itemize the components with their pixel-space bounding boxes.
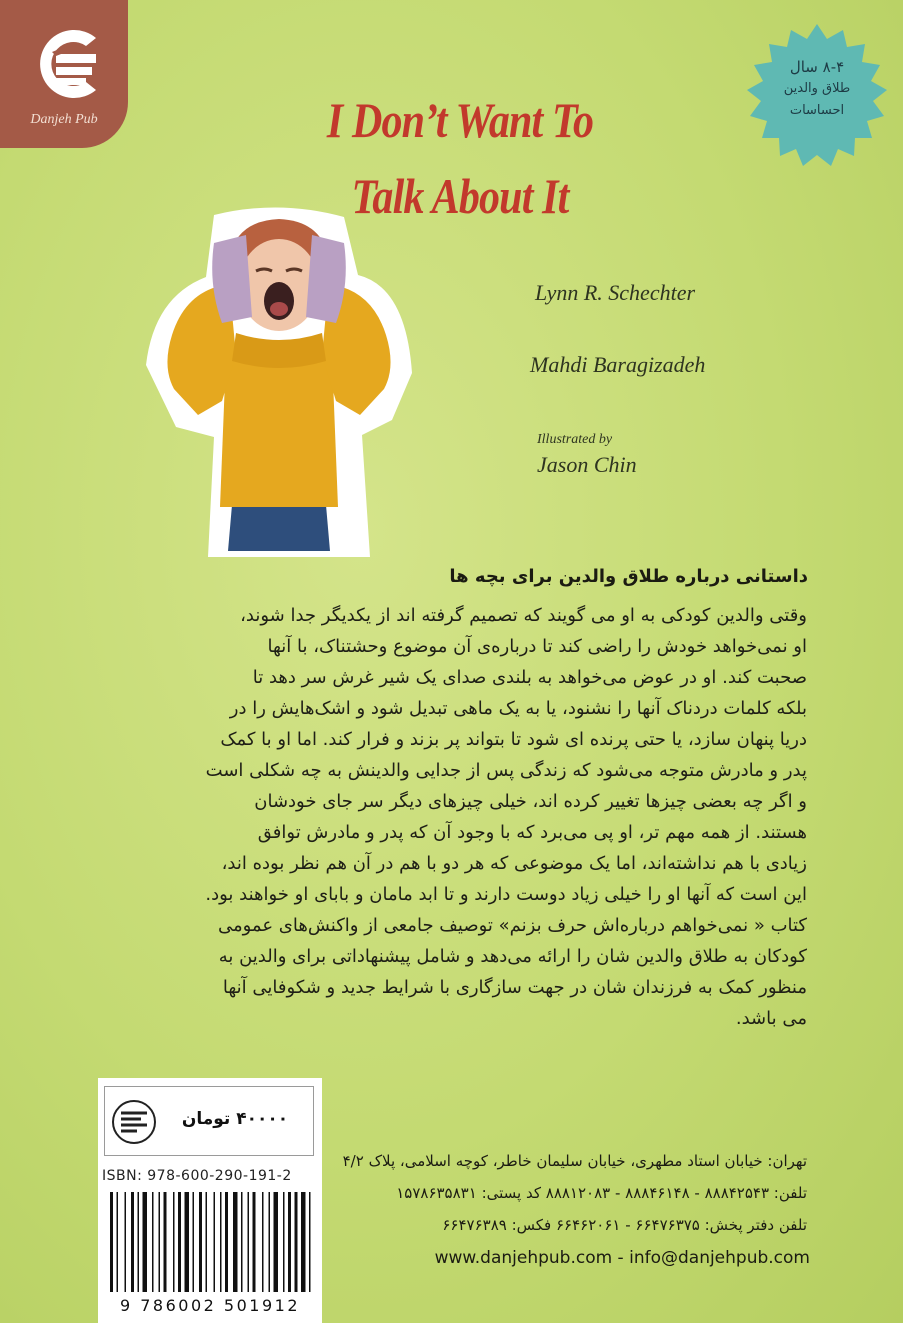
- description-line: زیادی با هم نداشته‌اند، اما یک موضوعی که هر دو با هم در آن هم نظر بوده اند،: [221, 853, 807, 874]
- isbn-text: ISBN: 978-600-290-191-2: [102, 1168, 292, 1184]
- publisher-address: تهران: خیابان استاد مطهری، خیابان سلیمان خاطر، کوچه اسلامی، پلاک ۴/۲: [342, 1152, 807, 1170]
- description-text: [95, 600, 807, 1034]
- description-line: هستند. از همه مهم تر، او پی می‌برد که با وجود آن که پدر و مادرش توافق: [257, 822, 807, 843]
- publisher-phone: تلفن: ۸۸۸۴۲۵۴۳ - ۸۸۸۴۶۱۴۸ - ۸۸۸۱۲۰۸۳ کد پستی: ۱۵۷۸۶۳۵۸۳۱: [396, 1184, 807, 1202]
- barcode-icon: [106, 1192, 316, 1292]
- description-line: دریا پنهان سازد، یا حتی پرنده ای شود تا بتواند پر بزند و فرار کند. اما او با کمک: [220, 729, 807, 750]
- description-heading: داستانی درباره طلاق والدین برای بچه ها: [449, 566, 808, 587]
- description-line: می باشد.: [735, 1008, 807, 1029]
- description-line: صحبت کند. او در عوض می‌خواهد به بلندی صدای یک شیر غرش سر دهد تا: [252, 667, 807, 688]
- description-line: وقتی والدین کودکی به او می گویند که تصمیم گرفته اند از یکدیگر جدا شوند،: [240, 605, 807, 626]
- description-line: کتاب « نمی‌خواهم درباره‌اش حرف بزنم» توصیف جامعی از واکنش‌های عمومی: [217, 915, 807, 936]
- price-sticker: [104, 1086, 314, 1156]
- distribution-phone: تلفن دفتر پخش: ۶۶۴۷۶۳۷۵ - ۶۶۴۶۲۰۶۱ فکس: ۶۶۴۷۶۳۸۹: [442, 1216, 807, 1234]
- barcode-panel: [98, 1078, 322, 1323]
- badge-topic-feelings: احساسات: [789, 103, 845, 118]
- shouting-child-illustration: [144, 205, 414, 560]
- illustrated-by-label: Illustrated by: [537, 432, 613, 447]
- age-badge-text: [742, 56, 892, 122]
- description-line: بلکه کلمات دردناک آنها را نشنود، یا به یک ماهی تبدیل شود و اشک‌هایش را در: [229, 698, 807, 719]
- description-line: کودکان به طلاق والدین شان را ارائه می‌دهد و شامل پیشنهاداتی برای والدین به: [218, 946, 807, 967]
- description-line: منظور کمک به فرزندان شان در جهت سازگاری با شرایط جدید و شکوفایی آنها: [222, 977, 807, 998]
- badge-topic-divorce: طلاق والدین: [783, 81, 851, 96]
- author-name: Lynn R. Schechter: [535, 280, 696, 305]
- illustrator-name: Jason Chin: [537, 452, 637, 477]
- price-label: ۴۰۰۰۰ تومان: [181, 1109, 289, 1129]
- description-line: و اگر چه بعضی چیزها تغییر کرده اند، خیلی چیزهای دیگر سر جای خودشان: [254, 791, 807, 812]
- publisher-web: www.danjehpub.com - info@danjehpub.com: [434, 1248, 810, 1268]
- price-tag-icon: [111, 1099, 157, 1145]
- description-line: این است که آنها او را خیلی زیاد دوست دارند و تا ابد مامان و بابای او خواهند بود.: [205, 884, 807, 905]
- publisher-logo: [0, 0, 128, 148]
- publisher-logo-text: Danjeh Pub: [30, 112, 98, 127]
- translator-name: Mahdi Baragizadeh: [530, 352, 706, 377]
- description-line: او نمی‌خواهد خودش را راضی کند تا درباره‌ی آن موضوع وحشتناک، با آنها: [267, 636, 807, 657]
- age-range: ۸-۴ سال: [789, 58, 845, 76]
- book-title-line-1: I Don’t Want To: [326, 92, 594, 148]
- barcode-digits: 9 786002 501912: [119, 1296, 300, 1315]
- danjeh-logo-icon: [26, 22, 102, 106]
- description-line: پدر و مادرش متوجه می‌شود که زندگی پس از جدایی والدینش به چه شکلی است: [205, 760, 807, 781]
- book-title-line-2: Talk About It: [351, 168, 569, 224]
